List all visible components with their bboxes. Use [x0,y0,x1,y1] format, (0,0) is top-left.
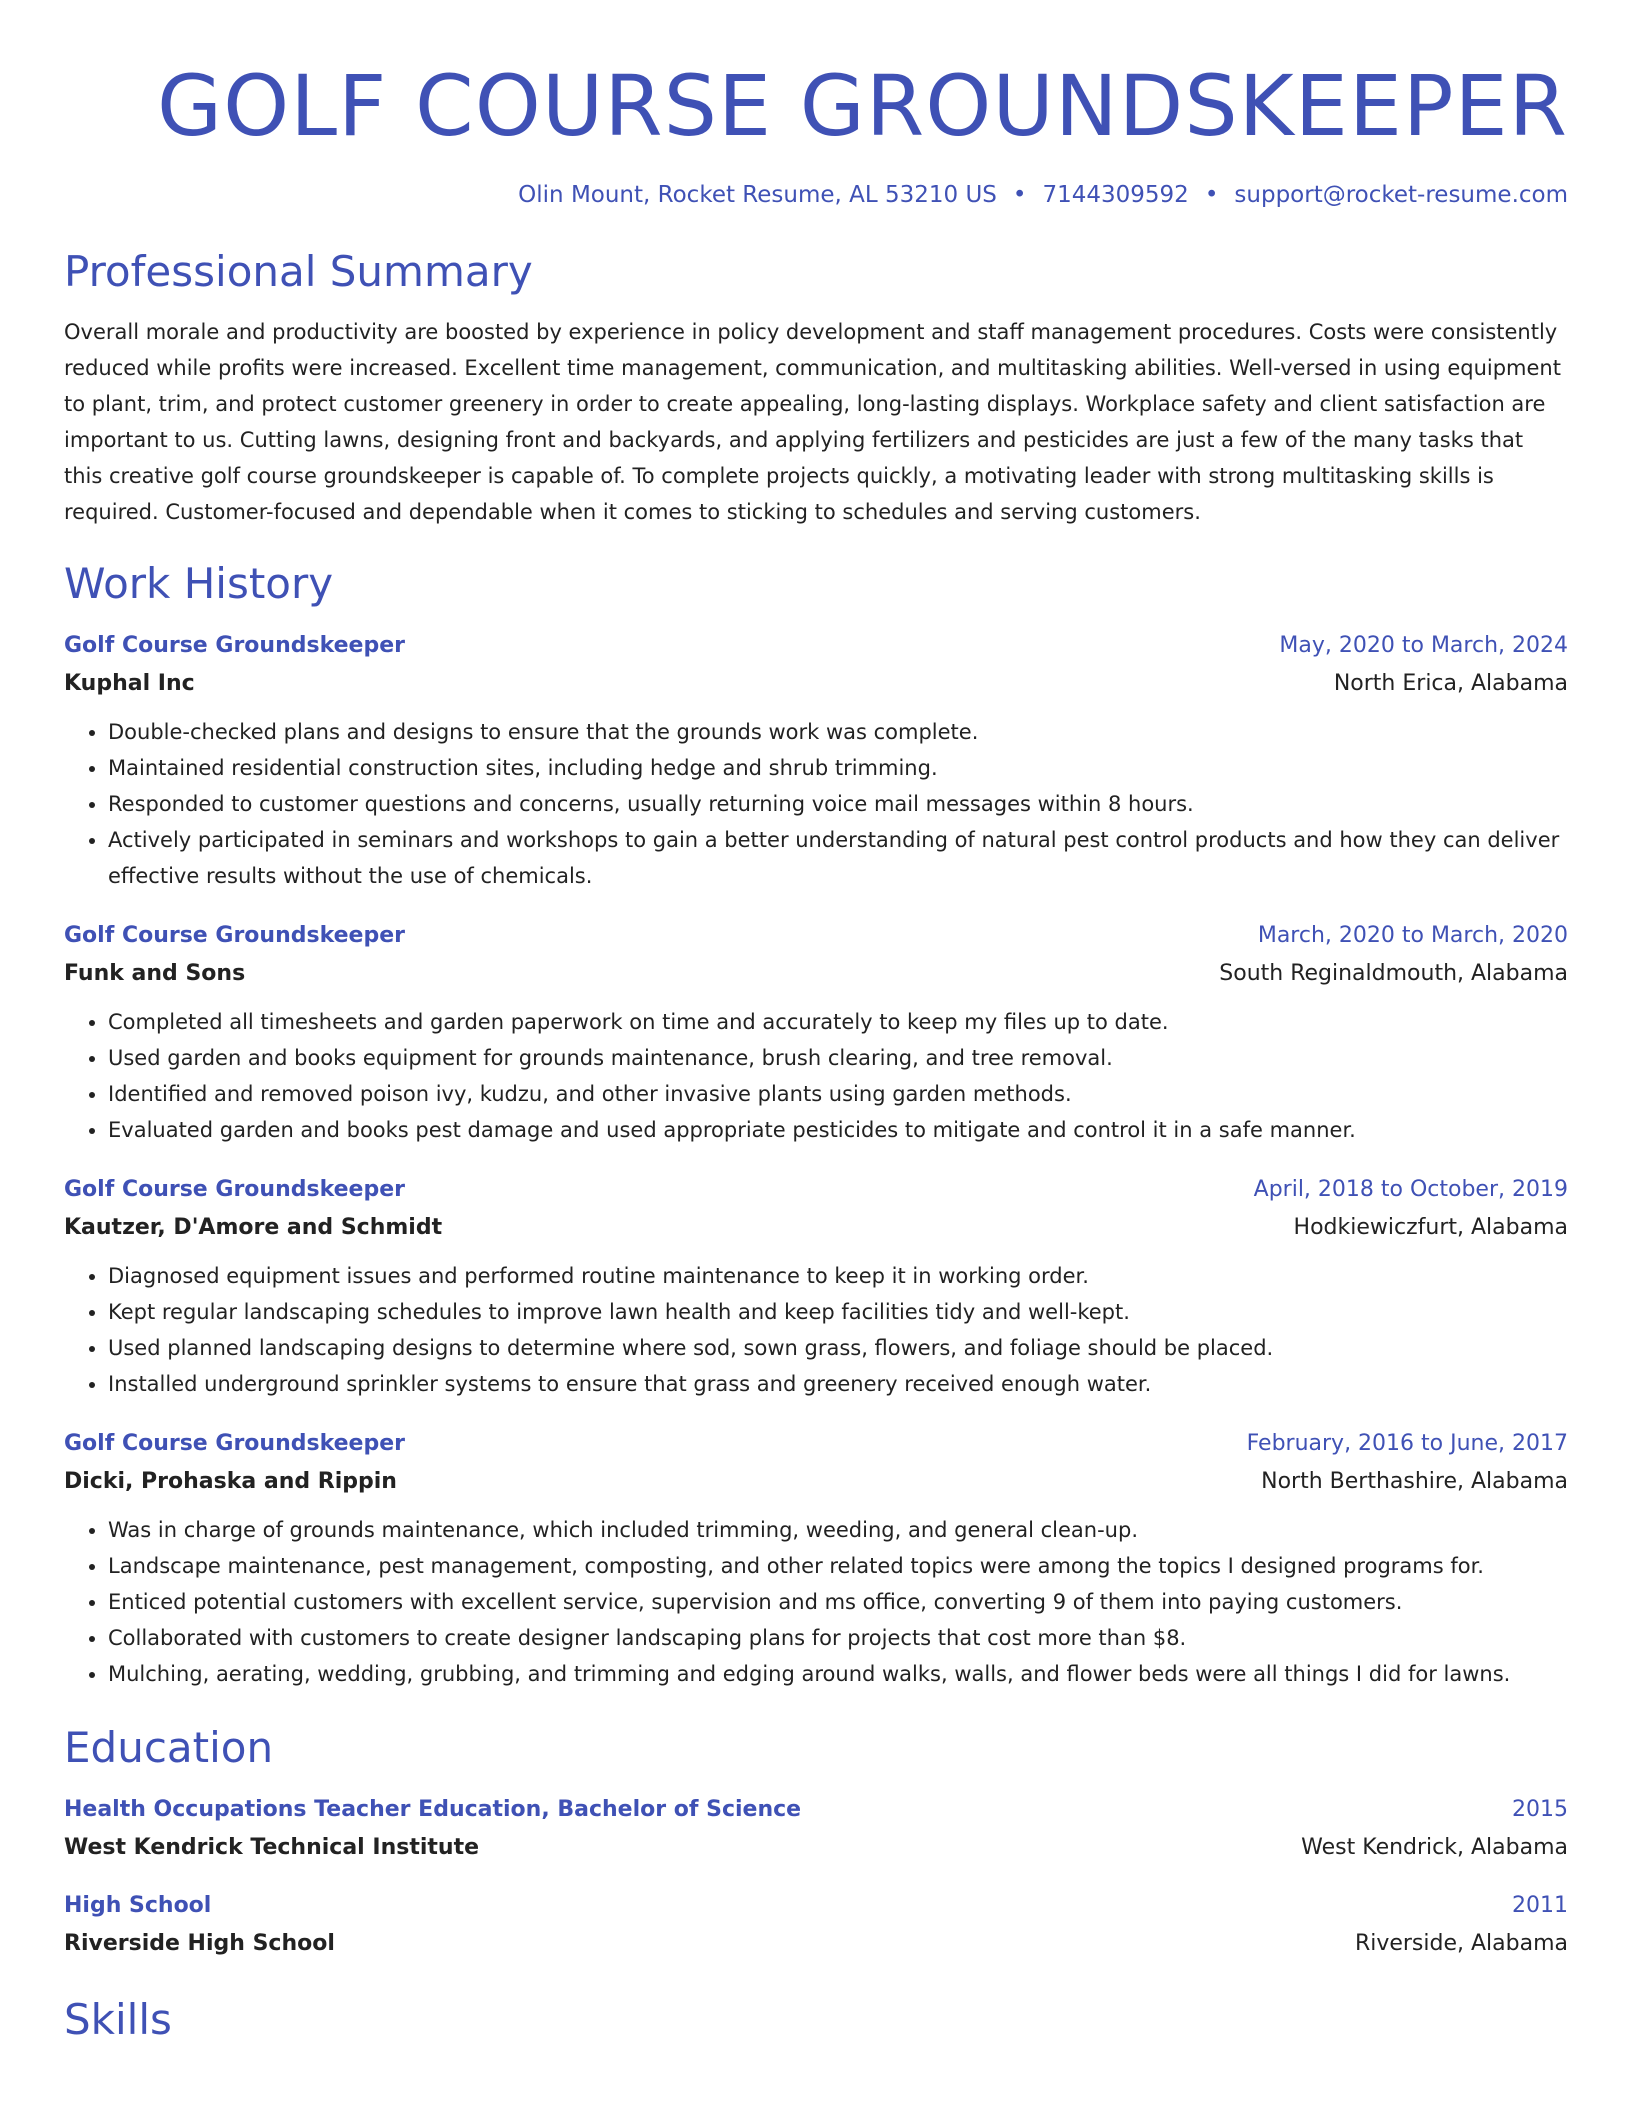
job-bullet: • Was in charge of grounds maintenance, which included trimming, weeding, and general clean-up. [108,1512,1568,1548]
education-entry [64,1888,1568,1964]
job-bullet: • Enticed potential customers with excellent service, supervision and ms office, converting 9 of them into paying customers. [108,1584,1568,1620]
job-entry [64,1426,1568,1692]
graduation-year: 2011 [1512,1893,1568,1918]
employer-name: Dicki, Prohaska and Rippin [64,1469,397,1494]
job-title: Golf Course Groundskeeper [64,633,405,658]
job-bullet: • Landscape maintenance, pest management, composting, and other related topics were among the topics I designed programs for. [108,1548,1568,1584]
job-bullet: • Maintained residential construction sites, including hedge and shrub trimming. [108,750,1568,786]
education-list [64,1792,1568,1964]
resume-title: GOLF COURSE GROUNDSKEEPER [157,57,1568,155]
job-dates: March, 2020 to March, 2020 [1257,923,1568,948]
job-bullet: • Collaborated with customers to create designer landscaping plans for projects that cost more than $8. [108,1620,1568,1656]
job-bullet: • Used planned landscaping designs to determine where sod, sown grass, flowers, and foliage should be placed. [108,1330,1568,1366]
school-location: Riverside, Alabama [1354,1931,1568,1956]
job-dates: April, 2018 to October, 2019 [1253,1177,1568,1202]
job-bullet: • Actively participated in seminars and workshops to gain a better understanding of natural pest control products and how they can deliver effective results without the use of chemicals. [108,822,1568,894]
job-bullet: • Completed all timesheets and garden paperwork on time and accurately to keep my files up to date. [108,1004,1568,1040]
job-entry [64,1172,1568,1402]
job-entry [64,918,1568,1148]
employer-name: Funk and Sons [64,961,246,986]
contact-email[interactable]: support@rocket-resume.com [1234,182,1568,208]
contact-line [64,182,1568,208]
contact-phone[interactable]: 7144309592 [1042,182,1189,208]
job-bullet: • Used garden and books equipment for grounds maintenance, brush clearing, and tree removal. [108,1040,1568,1076]
contact-separator: • [1012,182,1027,208]
job-bullets [64,1258,1568,1402]
education-heading: Education [64,1723,274,1772]
job-dates: February, 2016 to June, 2017 [1246,1431,1568,1456]
employer-name: Kuphal Inc [64,671,195,696]
contact-separator: • [1204,182,1219,208]
job-bullet: • Installed underground sprinkler systems to ensure that grass and greenery received enough water. [108,1366,1568,1402]
job-bullet: • Responded to customer questions and concerns, usually returning voice mail messages within 8 hours. [108,786,1568,822]
job-bullets [64,714,1568,894]
job-entry [64,628,1568,894]
job-bullet: • Kept regular landscaping schedules to improve lawn health and keep facilities tidy and well-kept. [108,1294,1568,1330]
job-location: North Erica, Alabama [1333,671,1568,696]
job-bullet: • Identified and removed poison ivy, kudzu, and other invasive plants using garden methods. [108,1076,1568,1112]
summary-text: Overall morale and productivity are boosted by experience in policy development and staff management procedures. Costs were consistently reduced while profits were increased. Excellent time management, communication, and multitasking abilities. Well-versed in using equipment to plant, trim, and protect customer greenery in order to create appealing, long-lasting displays. Workplace safety and client satisfaction are important to us. Cutting lawns, designing front and backyards, and applying fertilizers and pesticides are just a few of the many tasks that this creative golf course groundskeeper is capable of. To complete projects quickly, a motivating leader with strong multitasking skills is required. Customer-focused and dependable when it comes to sticking to schedules and serving customers. [64,320,1561,524]
job-bullets [64,1004,1568,1148]
job-bullet: • Evaluated garden and books pest damage and used appropriate pesticides to mitigate and control it in a safe manner. [108,1112,1568,1148]
job-bullets [64,1512,1568,1692]
degree-title: Health Occupations Teacher Education, Bachelor of Science [64,1797,802,1822]
contact-address: Olin Mount, Rocket Resume, AL 53210 US [518,182,997,208]
job-bullet: • Mulching, aerating, wedding, grubbing, and trimming and edging around walks, walls, and flower beds were all things I did for lawns. [108,1656,1568,1692]
job-title: Golf Course Groundskeeper [64,1177,405,1202]
school-name: West Kendrick Technical Institute [64,1835,480,1860]
school-location: West Kendrick, Alabama [1301,1835,1568,1860]
graduation-year: 2015 [1512,1797,1568,1822]
job-title: Golf Course Groundskeeper [64,1431,405,1456]
employer-name: Kautzer, D'Amore and Schmidt [64,1215,443,1240]
job-title: Golf Course Groundskeeper [64,923,405,948]
work-history-heading: Work History [64,559,334,608]
summary-heading: Professional Summary [64,247,533,296]
skills-heading: Skills [64,1995,172,2044]
school-name: Riverside High School [64,1931,335,1956]
job-location: Hodkiewiczfurt, Alabama [1293,1215,1568,1240]
education-entry [64,1792,1568,1868]
job-bullet: • Diagnosed equipment issues and performed routine maintenance to keep it in working order. [108,1258,1568,1294]
job-bullet: • Double-checked plans and designs to ensure that the grounds work was complete. [108,714,1568,750]
work-history-list [64,628,1568,1692]
degree-title: High School [64,1893,212,1918]
job-dates: May, 2020 to March, 2024 [1279,633,1568,658]
job-location: North Berthashire, Alabama [1261,1469,1568,1494]
job-location: South Reginaldmouth, Alabama [1219,961,1568,986]
